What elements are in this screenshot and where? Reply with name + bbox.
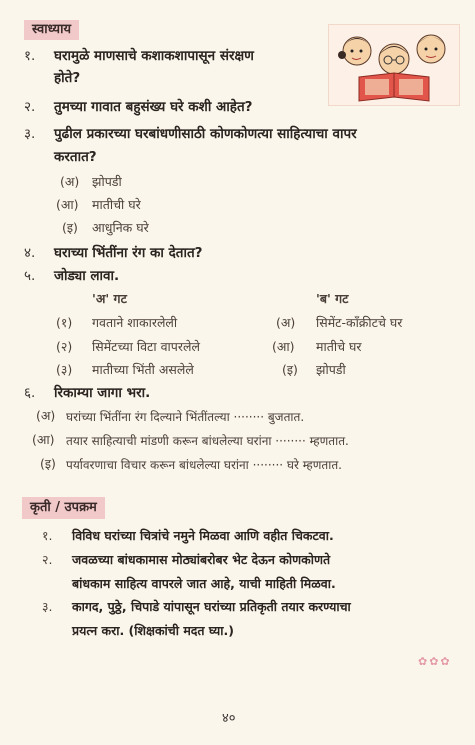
blank-sentence: तयार साहित्याची मांडणी करून बांधलेल्या घरांना ········ म्हणतात. bbox=[66, 434, 349, 448]
match-a-text: मातीच्या भिंती असलेले bbox=[92, 362, 194, 377]
question-number: ४. bbox=[24, 245, 36, 261]
children-reading-icon bbox=[329, 25, 459, 105]
match-b-text: सिमेंट-कॉंक्रीटचे घर bbox=[316, 315, 403, 330]
match-a-marker: (१) bbox=[56, 315, 73, 330]
match-b-marker: (इ) bbox=[282, 362, 298, 377]
activity-text: कागद, पुठ्ठे, चिपाडे यांपासून घरांच्या प्रतिकृती तयार करण्याचा bbox=[72, 599, 351, 614]
match-a-text: गवताने शाकारलेली bbox=[92, 315, 178, 330]
question-text: घरामुळे माणसाचे कशाकशापासून संरक्षण bbox=[54, 48, 254, 64]
activity-number: ३. bbox=[42, 599, 53, 614]
match-column-b-title: 'ब' गट bbox=[316, 291, 349, 306]
question-text: जोड्या लावा. bbox=[54, 268, 120, 284]
page-number: ४० bbox=[222, 711, 236, 726]
match-b-text: मातीचे घर bbox=[316, 339, 362, 354]
activity-number: २. bbox=[42, 552, 53, 567]
match-a-marker: (२) bbox=[56, 339, 73, 354]
blank-marker: (इ) bbox=[40, 456, 56, 471]
match-b-marker: (आ) bbox=[272, 339, 295, 354]
match-a-text: सिमेंटच्या विटा वापरलेले bbox=[92, 339, 200, 354]
activity-text: बांधकाम साहित्य वापरले जात आहे, याची माहिती मिळवा. bbox=[72, 576, 336, 591]
activity-text: जवळच्या बांधकामास मोठ्यांबरोबर भेट देऊन कोणकोणते bbox=[72, 552, 331, 567]
question-number: ६. bbox=[24, 385, 36, 401]
decorative-flowers: ✿✿✿ bbox=[418, 655, 452, 668]
question-number: २. bbox=[24, 99, 36, 115]
option-marker: (इ) bbox=[62, 220, 78, 235]
section-heading-activity: कृती / उपक्रम bbox=[22, 497, 105, 519]
section-heading-swadhyay: स्वाध्याय bbox=[24, 20, 79, 40]
option-text: झोपडी bbox=[92, 174, 122, 189]
activity-number: १. bbox=[42, 528, 53, 543]
question-text: तुमच्या गावात बहुसंख्य घरे कशी आहेत? bbox=[54, 99, 253, 115]
question-text: रिकाम्या जागा भरा. bbox=[54, 385, 151, 401]
option-text: आधुनिक घरे bbox=[92, 220, 149, 235]
question-text: पुढील प्रकारच्या घरबांधणीसाठी कोणकोणत्या साहित्याचा वापर bbox=[54, 126, 357, 142]
blank-sentence: घरांच्या भिंतींना रंग दिल्याने भिंतींतल्या ········ बुजतात. bbox=[66, 410, 305, 424]
option-marker: (आ) bbox=[56, 197, 79, 212]
match-b-text: झोपडी bbox=[316, 362, 346, 377]
match-b-marker: (अ) bbox=[276, 315, 296, 330]
blank-marker: (आ) bbox=[32, 432, 55, 447]
question-text: करतात? bbox=[54, 149, 97, 165]
question-number: ३. bbox=[24, 126, 36, 142]
option-marker: (अ) bbox=[60, 174, 80, 189]
blank-sentence: पर्यावरणाचा विचार करून बांधलेल्या घरांना ········ घरे म्हणतात. bbox=[66, 458, 342, 472]
activity-text: विविध घरांच्या चित्रांचे नमुने मिळवा आणि वहीत चिकटवा. bbox=[72, 528, 334, 543]
match-column-a-title: 'अ' गट bbox=[92, 291, 127, 306]
question-number: ५. bbox=[24, 268, 36, 284]
blank-marker: (अ) bbox=[36, 408, 56, 423]
question-text: होते? bbox=[54, 70, 81, 86]
match-a-marker: (३) bbox=[56, 362, 73, 377]
question-number: १. bbox=[24, 48, 36, 64]
children-reading-illustration bbox=[328, 24, 460, 106]
activity-text: प्रयत्न करा. (शिक्षकांची मदत घ्या.) bbox=[72, 623, 235, 638]
option-text: मातीची घरे bbox=[92, 197, 141, 212]
question-text: घराच्या भिंतींना रंग का देतात? bbox=[54, 245, 203, 261]
